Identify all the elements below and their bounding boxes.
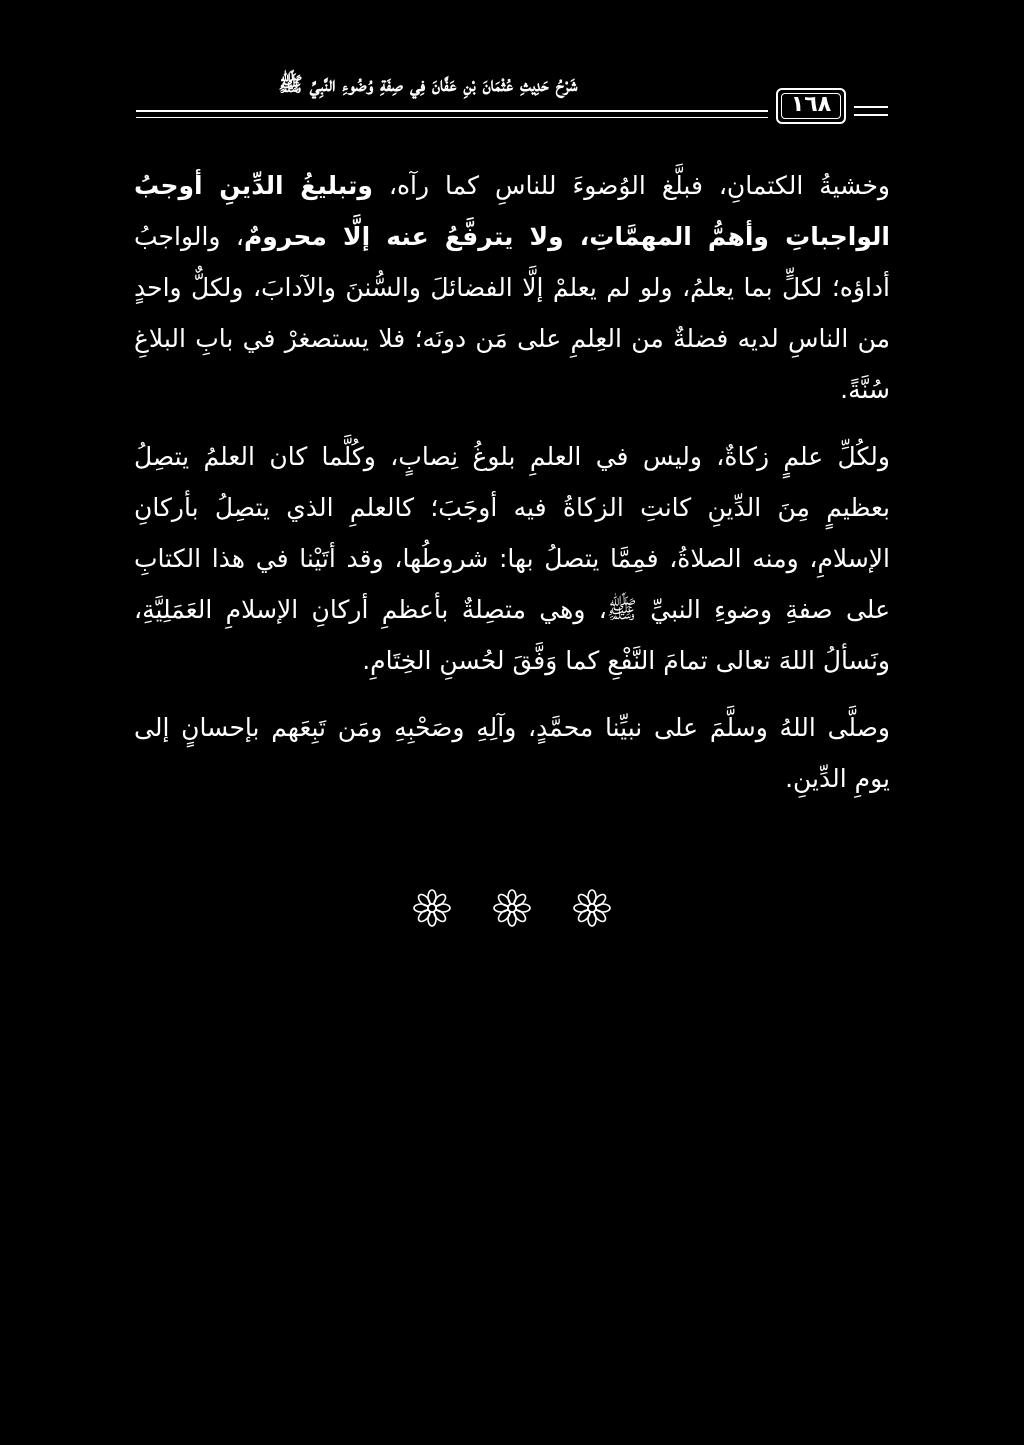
paragraph-2-text: ولكُلِّ علمٍ زكاةٌ، وليس في العلمِ بلوغُ نِصابٍ، وكُلَّما كان العلمُ يتصِلُ بعظيمٍ مِنَ الدِّينِ كانتِ الزكاةُ فيه أوجَبَ؛ كالعلمِ الذي يتصِلُ بأركانِ الإسلامِ، ومنه الصلاةُ، فمِمَّا يتصلُ بها: شروطُها، وقد أتَيْنا في هذا الكتابِ على صفةِ وضوءِ النبيِّ ﷺ، وهي متصِلةٌ بأعظمِ أركانِ الإسلامِ العَمَلِيَّةِ، ونَسألُ اللهَ تعالى تمامَ النَّفْعِ كما وَفَّقَ لحُسنِ الخِتَامِ.	[134, 442, 890, 675]
page-header	[136, 68, 888, 128]
header-rule-right-bottom	[854, 114, 888, 116]
paragraph-1-text-b: ، والواجبُ أداؤه؛ لكلٍّ بما يعلمُ، ولو لم يعلمْ إلَّا الفضائلَ والسُّننَ والآدابَ، ولكلٌّ واحدٍ من الناسِ لديه فضلةٌ من العِلمِ على مَن دونَه؛ فلا يستصغرْ في بابِ البلاغِ سُنَّةً.	[134, 222, 890, 404]
header-rule-left-top	[136, 110, 768, 112]
star-flower-icon	[412, 888, 452, 928]
paragraph-3-text: وصلَّى اللهُ وسلَّمَ على نبيِّنا محمَّدٍ، وآلِهِ وصَحْبِهِ ومَن تَبِعَهم بإحسانٍ إلى يومِ الدِّينِ.	[134, 713, 890, 793]
header-rule-right-top	[854, 106, 888, 108]
header-rule-left-bottom	[136, 117, 768, 118]
paragraph-1-text-a: وخشيةُ الكتمانِ، فبلَّغ الوُضوءَ للناسِ كما رآه،	[372, 171, 890, 200]
paragraph-1-emphasis: وتبليغُ الدِّينِ أوجبُ الواجباتِ وأهمُّ المهمَّاتِ، ولا يترفَّعُ عنه إلَّا محرومٌ	[134, 171, 890, 251]
paragraph-2	[134, 431, 890, 686]
paragraph-1	[134, 160, 890, 415]
body-text	[134, 160, 890, 804]
star-flower-icon	[572, 888, 612, 928]
running-title: شَرْحُ حَدِيثِ عُثْمَانَ بْنِ عَفَّانَ فِي صِفَةِ وُضُوءِ النَّبِيِّ ﷺ	[278, 72, 578, 96]
section-end-ornaments	[412, 888, 612, 928]
paragraph-3	[134, 702, 890, 804]
star-flower-icon	[492, 888, 532, 928]
page-number: ١٦٨	[776, 88, 846, 124]
